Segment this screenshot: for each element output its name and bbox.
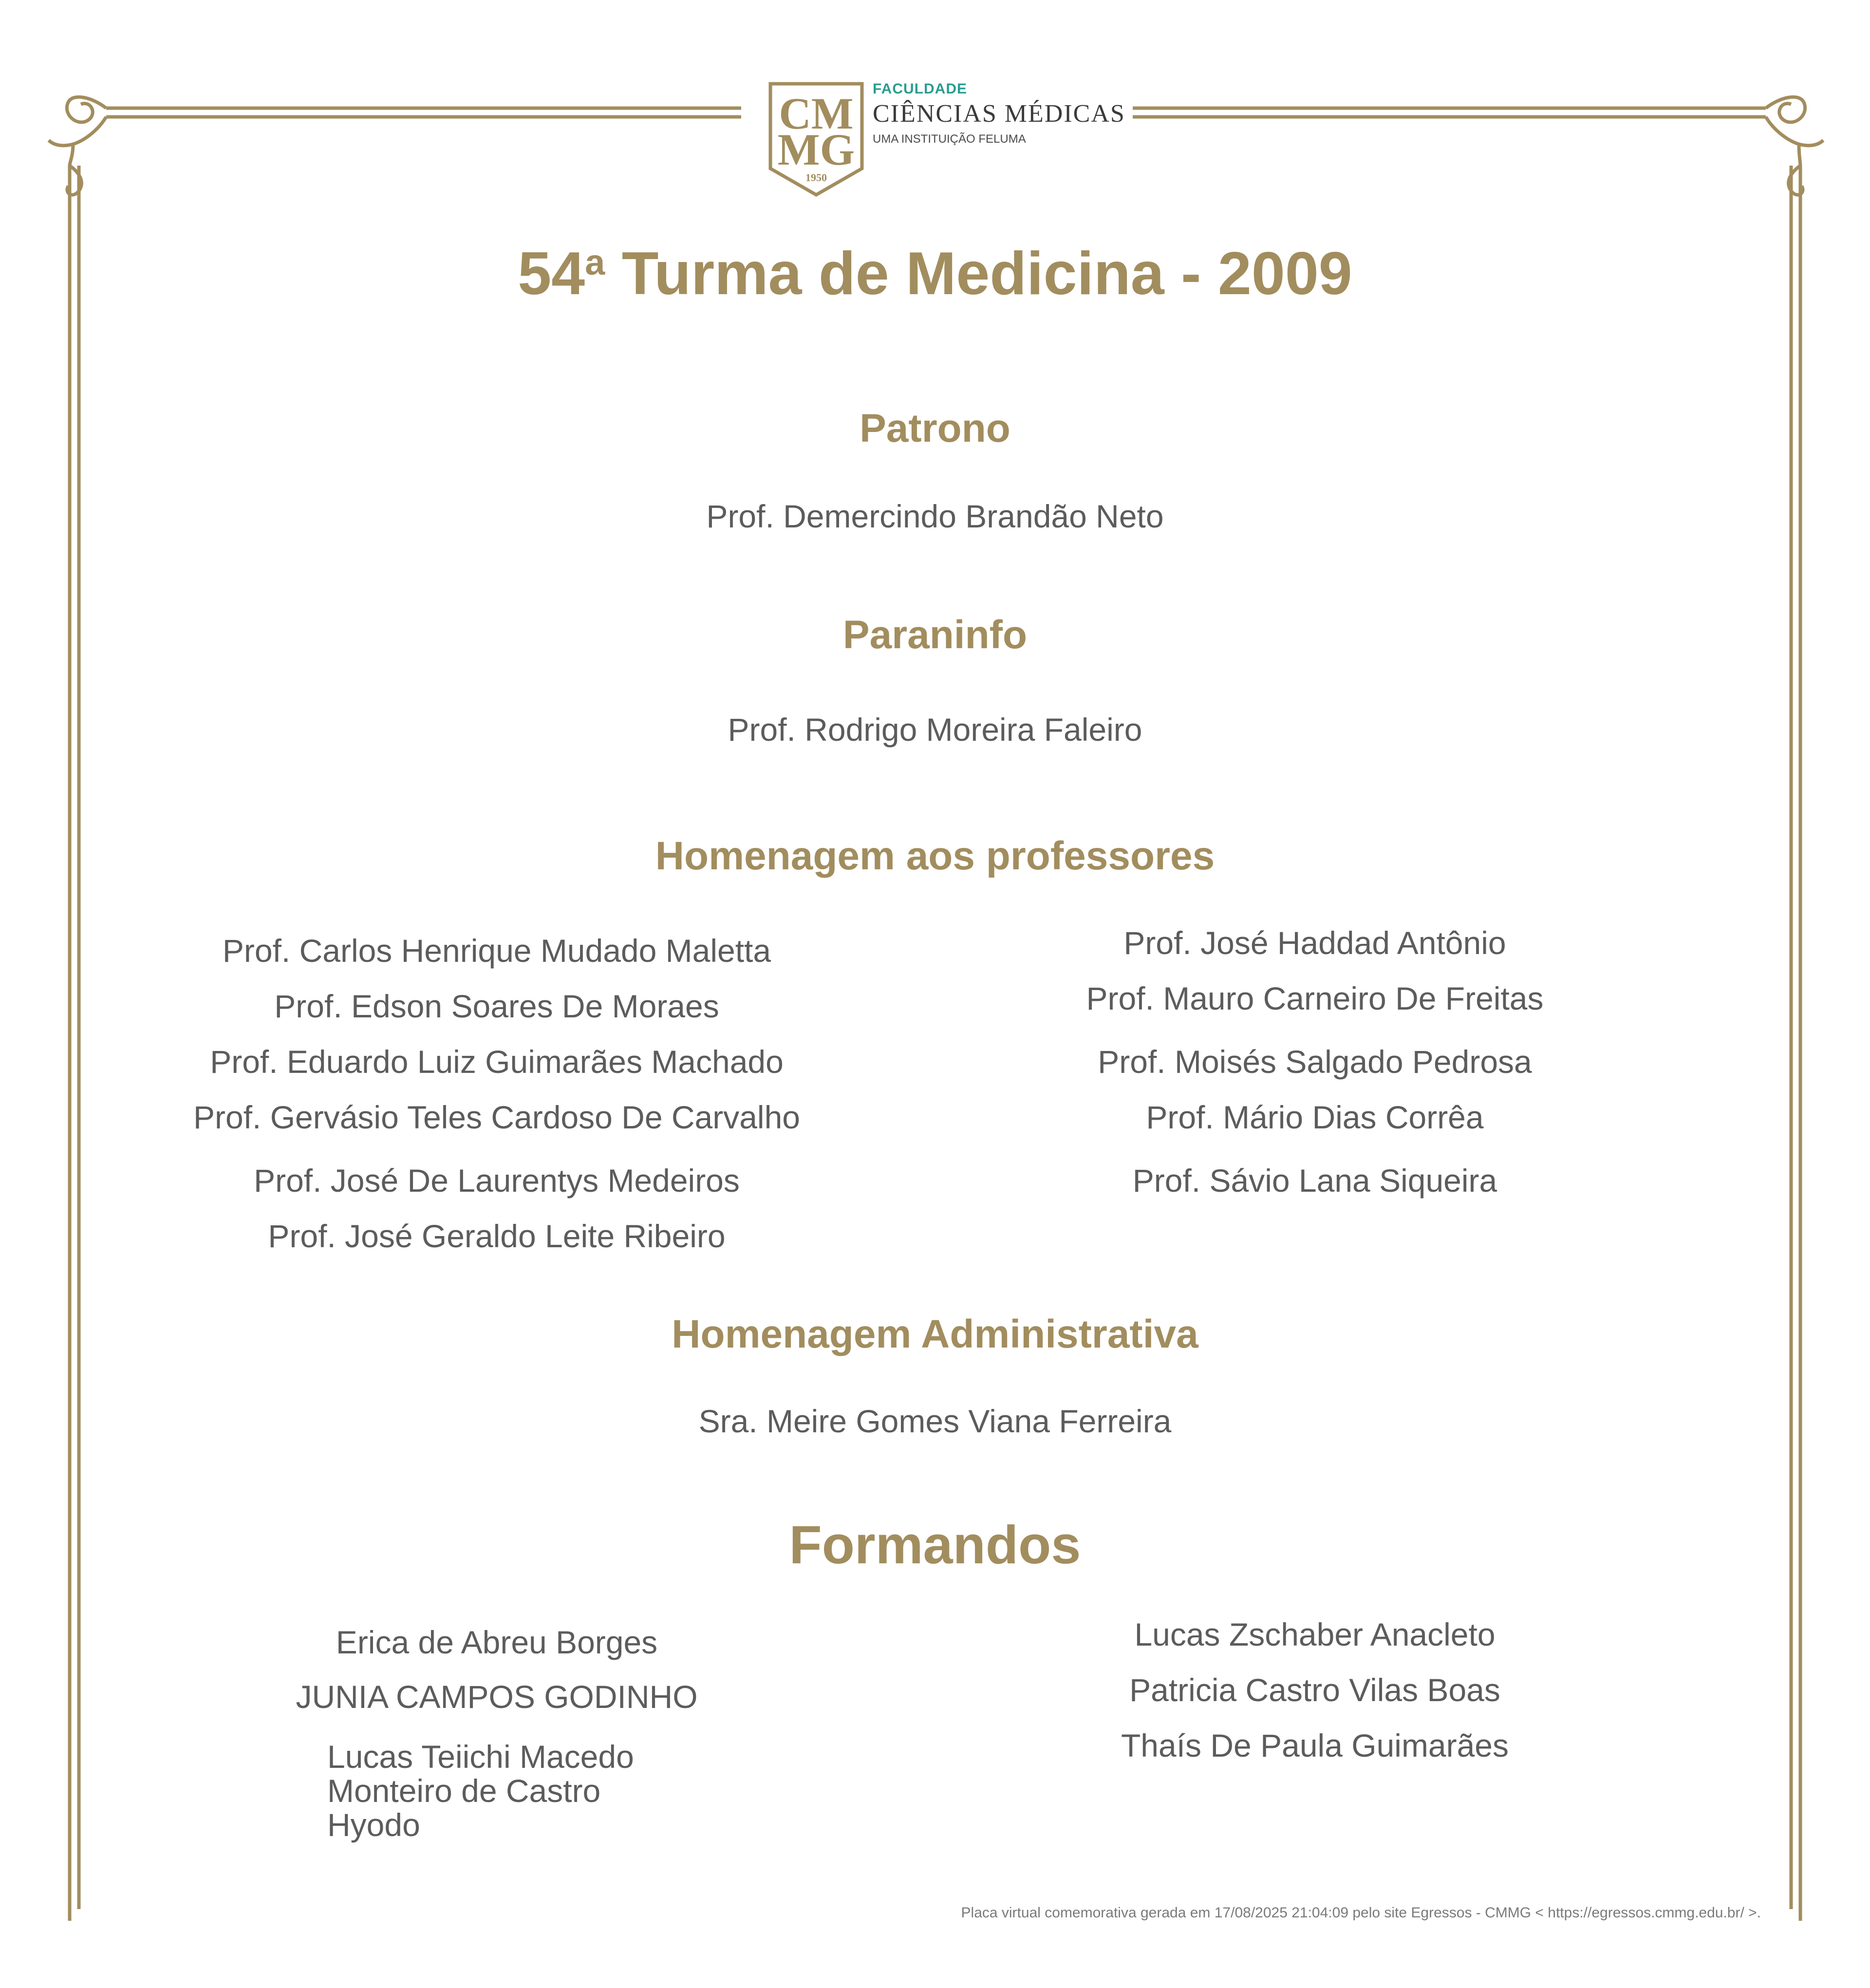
svg-text:CM: CM <box>779 89 854 138</box>
professor-name: Prof. José Geraldo Leite Ribeiro <box>268 1218 726 1254</box>
professor-name: Prof. José De Laurentys Medeiros <box>254 1163 740 1199</box>
professor-name: Prof. Gervásio Teles Cardoso De Carvalho <box>193 1099 800 1135</box>
formando-name: Patricia Castro Vilas Boas <box>1129 1672 1500 1708</box>
patrono-heading: Patrono <box>860 406 1010 450</box>
professor-name: Prof. Carlos Henrique Mudado Maletta <box>222 933 771 969</box>
emblem-year: 1950 <box>805 171 827 184</box>
formando-name: Lucas Teiichi Macedo Monteiro de Castro Hyodo <box>327 1739 634 1843</box>
page-title: 54$^a$ Turma de Medicina - 2009 <box>518 240 1352 307</box>
administrativa-name: Sra. Meire Gomes Viana Ferreira <box>698 1403 1172 1439</box>
footer-note: Placa virtual comemorativa gerada em 17/08/2025 21:04:09 pelo site Egressos - CMMG < https://egressos.cmmg.edu.br/ >. <box>961 1905 1761 1921</box>
formando-name: Thaís De Paula Guimarães <box>1121 1727 1509 1763</box>
formando-name: Erica de Abreu Borges <box>336 1624 658 1660</box>
professor-name: Prof. José Haddad Antônio <box>1123 925 1506 961</box>
cmmg-emblem-icon <box>766 81 867 198</box>
formando-name: Lucas Zschaber Anacleto <box>1134 1616 1496 1652</box>
professor-name: Prof. Mário Dias Corrêa <box>1146 1099 1484 1135</box>
professor-name: Prof. Eduardo Luiz Guimarães Machado <box>210 1044 784 1080</box>
formandos-heading: Formandos <box>789 1515 1081 1575</box>
formando-name: JUNIA CAMPOS GODINHO <box>296 1679 698 1715</box>
administrativa-heading: Homenagem Administrativa <box>672 1312 1198 1356</box>
professor-name: Prof. Mauro Carneiro De Freitas <box>1086 980 1544 1016</box>
svg-text:MG: MG <box>777 125 855 174</box>
professores-heading: Homenagem aos professores <box>655 834 1215 878</box>
logo-subtitle: UMA INSTITUIÇÃO FELUMA <box>873 132 1026 146</box>
logo-institution: CIÊNCIAS MÉDICAS <box>873 100 1125 128</box>
professor-name: Prof. Edson Soares De Moraes <box>274 988 719 1024</box>
cmmg-logo <box>766 81 1125 203</box>
professor-name: Prof. Moisés Salgado Pedrosa <box>1098 1044 1532 1080</box>
paraninfo-heading: Paraninfo <box>842 613 1028 657</box>
professor-name: Prof. Sávio Lana Siqueira <box>1132 1163 1497 1199</box>
paraninfo-name: Prof. Rodrigo Moreira Faleiro <box>728 712 1142 748</box>
patrono-name: Prof. Demercindo Brandão Neto <box>706 498 1164 534</box>
logo-faculdade: FACULDADE <box>873 81 967 97</box>
